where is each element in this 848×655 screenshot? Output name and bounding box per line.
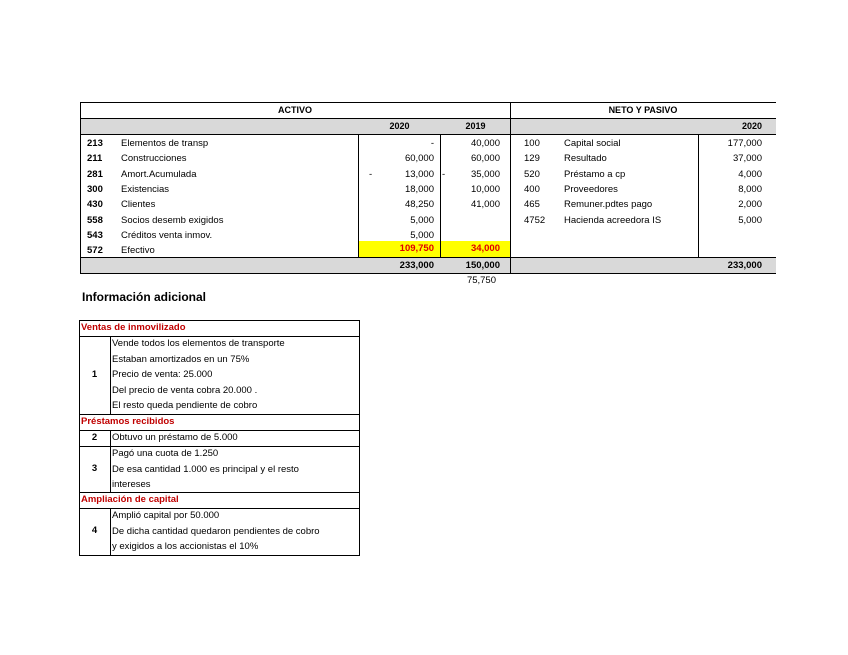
item-line: Obtuvo un préstamo de 5.000	[112, 432, 238, 443]
value-2020: 5,000	[738, 214, 762, 226]
account-label: Efectivo	[121, 245, 155, 257]
account-label: Capital social	[564, 138, 621, 149]
minus-sign: -	[369, 168, 373, 180]
year-2019-header: 2019	[465, 121, 486, 131]
divider	[80, 102, 776, 103]
divider	[698, 134, 699, 258]
total-pasivo-2020: 233,000	[727, 260, 762, 271]
divider	[79, 320, 80, 556]
item-line: intereses	[112, 479, 151, 490]
account-label: Existencias	[121, 183, 170, 195]
item-number: 2	[91, 432, 98, 443]
divider	[80, 257, 776, 258]
account-code: 543	[87, 229, 103, 241]
account-code: 430	[87, 199, 103, 211]
total-activo-2019: 150,000	[465, 260, 500, 271]
account-code: 281	[87, 168, 103, 180]
account-code: 465	[524, 199, 540, 211]
item-line: Estaban amortizados en un 75%	[112, 353, 250, 365]
value-2020: -	[430, 138, 434, 149]
efectivo-2019-cell: 34,000	[441, 241, 510, 257]
year-2020-header: 2020	[389, 121, 410, 131]
account-code: 4752	[524, 214, 546, 226]
divider	[358, 134, 359, 258]
divider	[80, 134, 776, 135]
account-code: 129	[524, 153, 540, 165]
divider	[79, 336, 360, 337]
value-2019: 35,000	[470, 168, 500, 180]
account-label: Resultado	[564, 153, 607, 165]
account-label: Elementos de transp	[121, 138, 209, 149]
divider	[110, 508, 111, 555]
item-line: De esa cantidad 1.000 es principal y el resto	[112, 463, 299, 475]
value-2020: 4,000	[738, 168, 762, 180]
value-2019: 60,000	[470, 153, 500, 165]
account-code: 213	[87, 138, 103, 149]
section-heading: Préstamos recibidos	[81, 416, 175, 427]
account-code: 300	[87, 183, 103, 195]
value-2020: 8,000	[738, 183, 762, 195]
item-line: Precio de venta: 25.000	[112, 369, 213, 380]
diff-value: 75,750	[466, 275, 496, 286]
item-line: Vende todos los elementos de transporte	[112, 338, 285, 349]
section-heading: Ampliación de capital	[81, 494, 179, 505]
account-label: Proveedores	[564, 183, 618, 195]
divider	[79, 414, 360, 415]
value-2020: 2,000	[738, 199, 762, 211]
section-heading: Ventas de inmovilizado	[81, 322, 186, 333]
account-label: Amort.Acumulada	[121, 168, 197, 180]
divider	[110, 430, 111, 492]
account-code: 211	[87, 153, 103, 165]
account-label: Préstamo a cp	[564, 168, 626, 180]
divider	[359, 320, 360, 556]
account-label: Hacienda acreedora IS	[564, 214, 662, 226]
value-2020: 177,000	[727, 138, 762, 149]
balance-sheet	[80, 102, 776, 274]
value-2020: 13,000	[404, 168, 434, 180]
divider	[79, 508, 360, 509]
value-2019: 10,000	[470, 183, 500, 195]
account-code: 572	[87, 245, 103, 257]
account-code: 100	[524, 138, 540, 149]
account-label: Remuner.pdtes pago	[564, 199, 653, 211]
value-2020: 60,000	[404, 153, 434, 165]
value-2019: 40,000	[470, 138, 500, 149]
divider	[80, 118, 776, 119]
divider	[510, 102, 511, 274]
divider	[79, 492, 360, 493]
pasivo-header: NETO Y PASIVO	[608, 105, 678, 115]
efectivo-2020-cell: 109,750	[359, 241, 440, 257]
value-2020: 48,250	[404, 199, 434, 211]
divider	[80, 273, 776, 274]
divider	[79, 320, 360, 321]
value-2020: 18,000	[404, 183, 434, 195]
divider	[79, 555, 360, 556]
total-activo-2020: 233,000	[399, 260, 434, 271]
item-line: Pagó una cuota de 1.250	[112, 448, 219, 459]
item-line: Del precio de venta cobra 20.000 .	[112, 384, 258, 396]
account-label: Socios desemb exigidos	[121, 214, 224, 226]
value-2020: 5,000	[410, 214, 434, 226]
account-code: 558	[87, 214, 103, 226]
minus-sign: -	[442, 168, 446, 180]
item-number: 1	[91, 369, 98, 380]
divider	[110, 336, 111, 414]
item-line: El resto queda pendiente de cobro	[112, 400, 258, 411]
account-label: Créditos venta inmov.	[121, 229, 213, 241]
item-line: De dicha cantidad quedaron pendientes de cobro	[112, 525, 320, 537]
item-number: 3	[91, 463, 98, 474]
divider	[79, 446, 360, 447]
account-code: 520	[524, 168, 540, 180]
divider	[440, 134, 441, 258]
item-line: y exigidos a los accionistas el 10%	[112, 541, 259, 552]
account-code: 400	[524, 183, 540, 195]
pasivo-year-header: 2020	[741, 121, 762, 131]
divider	[79, 430, 360, 431]
account-label: Construcciones	[121, 153, 187, 165]
account-label: Clientes	[121, 199, 156, 211]
value-2019: 41,000	[470, 199, 500, 211]
activo-header: ACTIVO	[277, 105, 312, 115]
value-2020: 37,000	[732, 153, 762, 165]
value-2020: 5,000	[410, 229, 434, 241]
info-title: Información adicional	[82, 290, 207, 304]
item-number: 4	[91, 525, 98, 536]
info-table	[79, 320, 360, 556]
divider	[80, 102, 81, 274]
item-line: Amplió capital por 50.000	[112, 510, 220, 521]
